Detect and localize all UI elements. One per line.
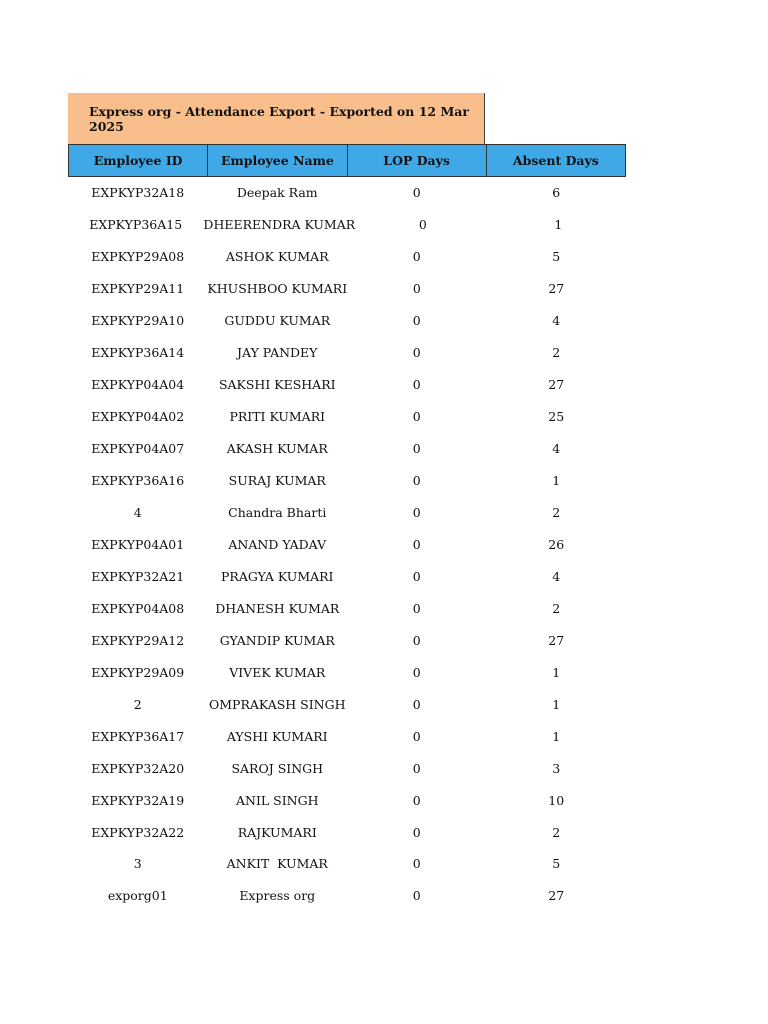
sheet-title: Express org - Attendance Export - Exported on 12 Mar 2025 — [68, 93, 485, 144]
employee-name-cell: SAROJ SINGH — [231, 760, 324, 776]
table-row — [68, 784, 626, 816]
employee-id-cell: EXPKYP32A18 — [91, 185, 185, 201]
employee-name-cell: JAY PANDEY — [237, 345, 318, 361]
employee-id-cell: EXPKYP29A08 — [91, 249, 185, 265]
table-row — [68, 241, 626, 273]
column-header-employee-name: Employee Name — [208, 145, 347, 176]
employee-id-cell: EXPKYP36A14 — [91, 345, 185, 361]
absent-days-cell: 2 — [552, 345, 561, 361]
absent-days-cell: 5 — [552, 856, 561, 872]
employee-id-cell: EXPKYP32A22 — [91, 824, 185, 840]
employee-id-cell: EXPKYP32A21 — [91, 568, 185, 584]
employee-name-cell: ANIL SINGH — [235, 792, 319, 808]
table-row — [68, 305, 626, 337]
absent-days-cell: 1 — [552, 664, 561, 680]
table-header — [68, 144, 626, 177]
employee-id-cell: EXPKYP36A17 — [91, 728, 185, 744]
lop-days-cell: 0 — [412, 249, 421, 265]
absent-days-cell: 1 — [552, 728, 561, 744]
absent-days-cell: 25 — [548, 409, 565, 425]
employee-id-cell: EXPKYP36A15 — [89, 217, 183, 233]
lop-days-cell: 0 — [412, 728, 421, 744]
employee-id-cell: EXPKYP04A07 — [91, 441, 185, 457]
employee-name-cell: GYANDIP KUMAR — [219, 632, 335, 648]
absent-days-cell: 1 — [552, 473, 561, 489]
absent-days-cell: 4 — [552, 441, 561, 457]
employee-id-cell: exporg01 — [107, 888, 168, 904]
lop-days-cell: 0 — [412, 792, 421, 808]
employee-name-cell: KHUSHBOO KUMARI — [207, 281, 348, 297]
employee-name-cell: AYSHI KUMARI — [226, 728, 328, 744]
lop-days-cell: 0 — [412, 281, 421, 297]
table-row — [68, 209, 626, 241]
employee-name-cell: Chandra Bharti — [228, 505, 327, 520]
employee-id-cell: EXPKYP29A12 — [91, 632, 185, 648]
lop-days-cell: 0 — [412, 345, 421, 361]
employee-id-cell: EXPKYP04A02 — [91, 409, 185, 425]
lop-days-cell: 0 — [412, 313, 421, 329]
table-row — [68, 369, 626, 401]
lop-days-cell: 0 — [412, 760, 421, 776]
table-row — [68, 433, 626, 465]
table-row — [68, 688, 626, 720]
employee-name-cell: DHEERENDRA KUMAR — [203, 217, 356, 233]
table-row — [68, 656, 626, 688]
absent-days-cell: 27 — [548, 888, 565, 904]
employee-id-cell: EXPKYP04A01 — [91, 536, 185, 552]
absent-days-cell: 4 — [552, 313, 561, 329]
table-row — [68, 816, 626, 848]
table-row — [68, 560, 626, 592]
employee-name-cell: ANAND YADAV — [228, 536, 327, 552]
lop-days-cell: 0 — [412, 856, 421, 872]
employee-id-cell: EXPKYP32A20 — [91, 760, 185, 776]
column-header-lop-days: LOP Days — [348, 145, 487, 176]
employee-id-cell: 4 — [133, 505, 142, 520]
table-row — [68, 880, 626, 912]
table-row — [68, 401, 626, 433]
employee-name-cell: AKASH KUMAR — [226, 441, 328, 457]
absent-days-cell: 1 — [552, 696, 561, 712]
employee-id-cell: EXPKYP04A04 — [91, 377, 185, 393]
employee-name-cell: GUDDU KUMAR — [224, 313, 331, 329]
table-row — [68, 848, 626, 880]
employee-name-cell: SURAJ KUMAR — [228, 473, 326, 489]
lop-days-cell: 0 — [412, 185, 421, 201]
table-row — [68, 752, 626, 784]
lop-days-cell: 0 — [412, 377, 421, 393]
absent-days-cell: 26 — [548, 536, 565, 552]
absent-days-cell: 27 — [548, 281, 565, 297]
table-row — [68, 592, 626, 624]
employee-id-cell: EXPKYP36A16 — [91, 473, 185, 489]
lop-days-cell: 0 — [412, 696, 421, 712]
employee-name-cell: PRAGYA KUMARI — [221, 568, 334, 584]
table-row — [68, 624, 626, 656]
employee-id-cell: EXPKYP29A10 — [91, 313, 185, 329]
absent-days-cell: 6 — [552, 185, 561, 201]
lop-days-cell: 0 — [412, 824, 421, 840]
table-body — [68, 177, 626, 912]
absent-days-cell: 5 — [552, 249, 561, 265]
absent-days-cell: 10 — [548, 792, 565, 808]
table-row — [68, 273, 626, 305]
attendance-sheet — [68, 93, 626, 912]
employee-name-cell: OMPRAKASH SINGH — [208, 696, 346, 712]
lop-days-cell: 0 — [412, 536, 421, 552]
employee-name-cell: RAJKUMARI — [237, 824, 317, 840]
lop-days-cell: 0 — [412, 473, 421, 489]
employee-name-cell: Deepak Ram — [236, 185, 318, 201]
employee-id-cell: EXPKYP04A08 — [91, 600, 185, 616]
absent-days-cell: 27 — [548, 377, 565, 393]
table-row — [68, 177, 626, 209]
employee-name-cell: PRITI KUMARI — [229, 409, 326, 425]
table-row — [68, 465, 626, 497]
table-row — [68, 337, 626, 369]
employee-id-cell: EXPKYP29A11 — [91, 281, 185, 297]
lop-days-cell: 0 — [412, 568, 421, 584]
lop-days-cell: 0 — [418, 217, 427, 233]
absent-days-cell: 1 — [554, 217, 563, 233]
absent-days-cell: 4 — [552, 568, 561, 584]
table-row — [68, 497, 626, 529]
lop-days-cell: 0 — [412, 441, 421, 457]
table-row — [68, 720, 626, 752]
absent-days-cell: 27 — [548, 632, 565, 648]
employee-name-cell: ASHOK KUMAR — [225, 249, 329, 265]
employee-id-cell: 2 — [133, 696, 142, 712]
lop-days-cell: 0 — [412, 505, 421, 520]
employee-id-cell: 3 — [133, 856, 142, 872]
employee-id-cell: EXPKYP32A19 — [91, 792, 185, 808]
absent-days-cell: 2 — [552, 824, 561, 840]
lop-days-cell: 0 — [412, 409, 421, 425]
lop-days-cell: 0 — [412, 888, 421, 904]
employee-name-cell: ANKIT KUMAR — [226, 856, 328, 872]
absent-days-cell: 2 — [552, 600, 561, 616]
absent-days-cell: 3 — [552, 760, 561, 776]
employee-id-cell: EXPKYP29A09 — [91, 664, 185, 680]
lop-days-cell: 0 — [412, 632, 421, 648]
table-row — [68, 528, 626, 560]
lop-days-cell: 0 — [412, 664, 421, 680]
lop-days-cell: 0 — [412, 600, 421, 616]
employee-name-cell: VIVEK KUMAR — [229, 664, 326, 680]
absent-days-cell: 2 — [552, 505, 561, 520]
employee-name-cell: DHANESH KUMAR — [215, 600, 340, 616]
column-header-employee-id: Employee ID — [69, 145, 208, 176]
employee-name-cell: SAKSHI KESHARI — [218, 377, 336, 393]
employee-name-cell: Express org — [239, 888, 316, 904]
column-header-absent-days: Absent Days — [512, 153, 599, 168]
